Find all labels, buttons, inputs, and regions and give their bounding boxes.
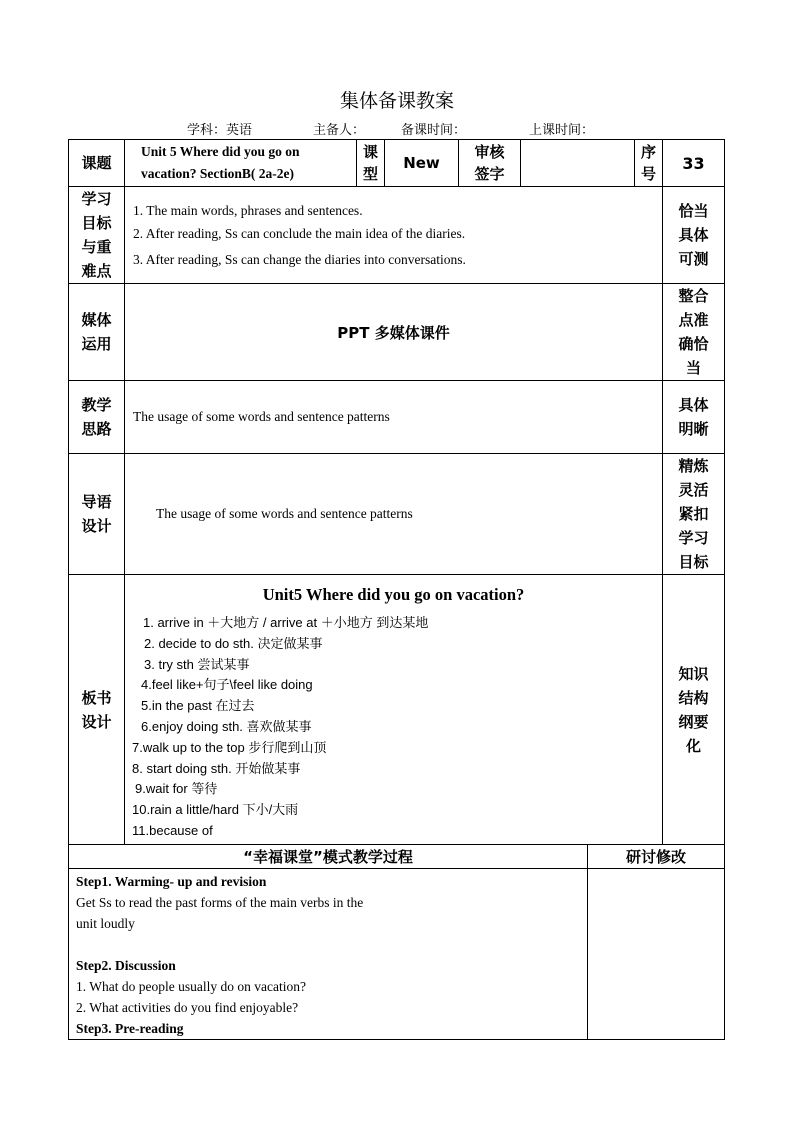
meta-subject: 学科：英语 xyxy=(187,123,253,138)
goals-note-2: 具体 xyxy=(678,226,709,244)
process-header-row xyxy=(69,845,725,869)
intro-row xyxy=(69,454,725,575)
type-label-1: 课 xyxy=(362,143,378,161)
meta-class-time: 上课时间： xyxy=(529,123,595,138)
type-label xyxy=(357,140,385,187)
thinking-content: The usage of some words and sentence patterns xyxy=(125,381,663,454)
process-body-row xyxy=(69,869,725,1040)
media-note-1: 整合 xyxy=(678,287,709,305)
media-note xyxy=(663,284,725,381)
step2-question: 2. What activities do you find enjoyable? xyxy=(76,1000,299,1015)
intro-note-3: 紧扣 xyxy=(678,505,709,523)
goal-item: 1. The main words, phrases and sentences. xyxy=(133,203,363,218)
board-note-4: 化 xyxy=(685,736,701,755)
board-line: 3. try sth 尝试某事 xyxy=(144,656,250,672)
thinking-note-2: 明晰 xyxy=(678,420,709,438)
meta-line xyxy=(187,119,594,138)
goals-note-3: 可测 xyxy=(678,250,709,268)
seq-label-2: 号 xyxy=(640,165,656,183)
board-note xyxy=(663,575,725,845)
board-line: 9.wait for 等待 xyxy=(135,781,218,797)
review-value xyxy=(521,140,635,187)
review-label-2: 签字 xyxy=(474,165,505,183)
media-label-2: 运用 xyxy=(81,335,112,353)
intro-note-2: 灵活 xyxy=(678,481,709,499)
step1-line: Get Ss to read the past forms of the main verbs in the xyxy=(76,895,364,910)
intro-note-1: 精炼 xyxy=(678,457,709,475)
intro-note-5: 目标 xyxy=(678,553,709,571)
thinking-note-1: 具体 xyxy=(678,396,709,414)
intro-label-2: 设计 xyxy=(81,517,112,535)
document-title: 集体备课教案 xyxy=(339,90,454,112)
intro-note xyxy=(663,454,725,575)
goals-label-2: 目标 xyxy=(81,214,112,232)
board-line: 4.feel like+句子\feel like doing xyxy=(141,677,313,693)
step2-question: 1. What do people usually do on vacation? xyxy=(76,979,306,994)
board-line: 5.in the past 在过去 xyxy=(141,698,255,714)
intro-note-4: 学习 xyxy=(678,529,709,547)
goals-content xyxy=(125,187,663,284)
thinking-label xyxy=(69,381,125,454)
topic-line-1: Unit 5 Where did you go on xyxy=(141,144,300,159)
spacer xyxy=(76,934,587,955)
revision-content xyxy=(588,869,725,1040)
board-note-1: 知识 xyxy=(678,664,709,683)
board-line: 1. arrive in ＋大地方 / arrive at ＋小地方 到达某地 xyxy=(143,615,429,630)
header-row xyxy=(69,140,725,187)
board-row xyxy=(69,575,725,845)
seq-label-1: 序 xyxy=(640,143,656,161)
topic-line-2: vacation? SectionB( 2a-2e) xyxy=(141,166,294,181)
goals-note xyxy=(663,187,725,284)
board-line: 6.enjoy doing sth. 喜欢做某事 xyxy=(141,718,312,734)
topic-label: 课题 xyxy=(69,140,125,187)
step1-line: unit loudly xyxy=(76,916,135,931)
board-line: 2. decide to do sth. 决定做某事 xyxy=(144,635,323,651)
meta-preparer: 主备人： xyxy=(313,123,366,138)
process-table xyxy=(68,844,725,1040)
board-content xyxy=(125,575,663,845)
thinking-label-2: 思路 xyxy=(81,420,112,438)
board-line: 11.because of xyxy=(132,822,213,838)
review-label-1: 审核 xyxy=(474,143,505,161)
revision-heading: 研讨修改 xyxy=(588,845,725,869)
goal-item: 3. After reading, Ss can change the diaries into conversations. xyxy=(133,252,466,267)
board-label xyxy=(69,575,125,845)
step1-title: Step1. Warming- up and revision xyxy=(76,874,267,889)
goals-note-1: 恰当 xyxy=(678,202,709,220)
media-content: PPT 多媒体课件 xyxy=(125,284,663,381)
board-note-2: 结构 xyxy=(678,688,709,707)
thinking-label-1: 教学 xyxy=(81,396,112,414)
board-heading: Unit5 Where did you go on vacation? xyxy=(262,585,525,604)
media-label xyxy=(69,284,125,381)
type-value: New xyxy=(385,140,459,187)
media-note-4: 当 xyxy=(685,359,701,377)
step2-title: Step2. Discussion xyxy=(76,958,176,973)
goals-label-3: 与重 xyxy=(81,238,112,256)
board-line: 8. start doing sth. 开始做某事 xyxy=(132,760,301,776)
goals-label-4: 难点 xyxy=(81,262,112,280)
step3-title: Step3. Pre-reading xyxy=(76,1021,184,1036)
intro-label xyxy=(69,454,125,575)
thinking-note xyxy=(663,381,725,454)
media-note-3: 确恰 xyxy=(678,335,709,353)
goals-label-1: 学习 xyxy=(81,190,112,208)
seq-label xyxy=(635,140,663,187)
media-label-1: 媒体 xyxy=(81,311,112,329)
board-line: 10.rain a little/hard 下小/大雨 xyxy=(132,802,299,818)
goal-item: 2. After reading, Ss can conclude the main idea of the diaries. xyxy=(133,226,466,241)
topic-value xyxy=(125,140,357,187)
lesson-plan-table xyxy=(68,139,725,845)
review-label xyxy=(459,140,521,187)
process-content xyxy=(69,869,588,1040)
goals-row xyxy=(69,187,725,284)
board-label-2: 设计 xyxy=(81,712,112,731)
board-label-1: 板书 xyxy=(81,688,112,707)
seq-value: 33 xyxy=(663,140,725,187)
meta-prep-time: 备课时间： xyxy=(401,123,467,138)
type-label-2: 型 xyxy=(362,165,378,183)
media-note-2: 点准 xyxy=(678,311,709,329)
board-line: 7.walk up to the top 步行爬到山顶 xyxy=(132,739,327,755)
intro-content: The usage of some words and sentence patterns xyxy=(125,454,663,575)
goals-label xyxy=(69,187,125,284)
board-note-3: 纲要 xyxy=(678,712,709,731)
intro-label-1: 导语 xyxy=(81,493,112,511)
process-heading: “幸福课堂”模式教学过程 xyxy=(69,845,588,869)
thinking-row xyxy=(69,381,725,454)
media-row xyxy=(69,284,725,381)
